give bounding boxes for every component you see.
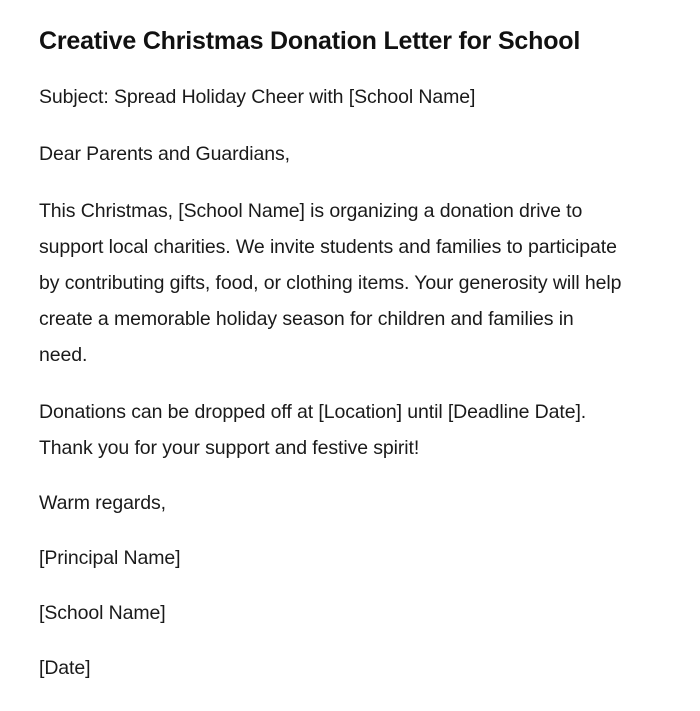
body-paragraph-2: Donations can be dropped off at [Location] until [Deadline Date]. Thank you for your support and festive spirit! [39,401,587,459]
page-title: Creative Christmas Donation Letter for School [39,27,581,55]
salutation: Dear Parents and Guardians, [39,143,290,165]
signature-school-name: [School Name] [39,602,166,624]
subject-line: Subject: Spread Holiday Cheer with [School Name] [39,86,476,108]
signature-principal-name: [Principal Name] [39,547,181,569]
body-paragraph-1: This Christmas, [School Name] is organizing a donation drive to support local charities. We invite students and families to participate by contributing gifts, food, or clothing items. Your generosity will help create a memorable holiday season for children and families in need. [39,200,622,366]
closing-line: Warm regards, [39,492,166,514]
signature-date: [Date] [39,657,91,679]
